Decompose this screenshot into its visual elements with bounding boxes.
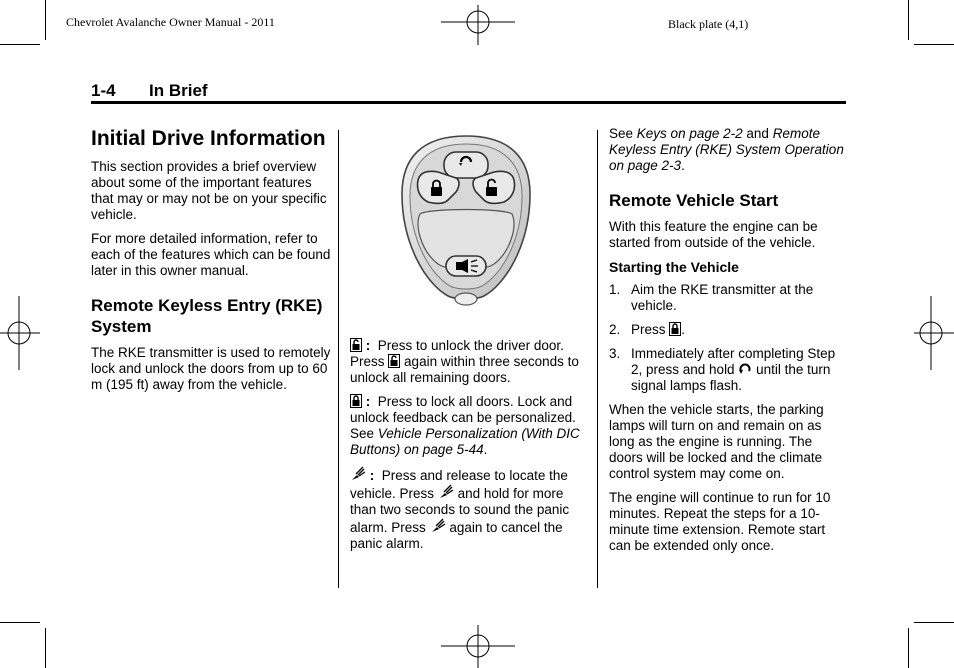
steps-list — [609, 282, 847, 394]
page-heading: Initial Drive Information — [91, 127, 326, 150]
registration-mark-bottom — [441, 625, 515, 668]
manual-title: Chevrolet Avalanche Owner Manual - 2011 — [66, 15, 275, 29]
crop-mark — [908, 628, 909, 668]
key-fob-illustration — [398, 134, 534, 312]
registration-mark-top — [441, 5, 515, 45]
crop-mark — [914, 622, 954, 623]
crop-mark — [914, 44, 954, 45]
horn-panic-icon — [430, 518, 446, 534]
section-heading — [91, 81, 208, 101]
cross-reference-paragraph: See Keys on page 2-2 and Remote Keyless Entry (RKE) System Operation on page 2-3. — [609, 126, 844, 173]
section-title: In Brief — [149, 81, 208, 100]
column-3 — [609, 126, 847, 562]
list-item: 2. Press . — [609, 322, 686, 337]
column-2 — [350, 338, 590, 560]
subheading-rke: Remote Keyless Entry (RKE) System — [91, 296, 323, 336]
horn-panic-icon — [438, 484, 454, 500]
horn-panic-icon — [350, 466, 366, 482]
paragraph: When the vehicle starts, the parking lamps will turn on and remain on as long as the engine is running. The doors will be locked and the climate control system may come on. — [609, 402, 824, 481]
paragraph: The RKE transmitter is used to remotely lock and unlock the doors from up to 60 m (195 ft) away from the vehicle. — [91, 345, 331, 392]
list-item: 1. Aim the RKE transmitter at the vehicle. — [609, 282, 814, 313]
list-item: 3. Immediately after completing Step 2, press and hold until the turn signal lamps flash. — [609, 346, 836, 393]
lock-icon — [350, 394, 362, 408]
column-1 — [91, 126, 331, 401]
unlock-icon — [388, 354, 400, 368]
registration-mark-left — [0, 296, 40, 370]
paragraph: This section provides a brief overview about some of the important features that may or may not be on your specific vehicle. — [91, 159, 327, 222]
cross-reference-link[interactable]: Keys on page 2-2 — [636, 126, 743, 141]
paragraph: For more detailed information, refer to each of the features which can be found later in this owner manual. — [91, 231, 331, 278]
registration-mark-right — [914, 296, 954, 370]
crop-mark — [45, 0, 46, 40]
crop-mark — [45, 628, 46, 668]
lock-icon — [669, 322, 681, 336]
remote-start-icon — [738, 362, 752, 376]
panic-description: : Press and release to locate the vehicle. Press and hold for more than two seconds to sound the panic alarm. Press again to cancel the panic alarm. — [350, 468, 570, 551]
section-rule — [91, 101, 846, 104]
crop-mark — [908, 0, 909, 40]
remote-start-button — [444, 152, 488, 178]
column-divider — [597, 130, 598, 588]
subheading-starting-vehicle: Starting the Vehicle — [609, 259, 739, 275]
cross-reference-link[interactable]: Vehicle Personalization (With DIC Buttons) on page 5-44 — [350, 426, 580, 457]
paragraph: With this feature the engine can be started from outside of the vehicle. — [609, 219, 818, 250]
cross-reference-link[interactable]: Remote Keyless Entry (RKE) System Operation on page 2-3 — [609, 126, 844, 173]
unlock-description: : Press to unlock the driver door. Press again within three seconds to unlock all remaining doors. — [350, 338, 579, 385]
plate-label: Black plate (4,1) — [668, 17, 749, 31]
section-number: 1-4 — [91, 81, 116, 100]
crop-mark — [0, 622, 40, 623]
paragraph: The engine will continue to run for 10 minutes. Repeat the steps for a 10-minute time extension. Remote start can be extended only once. — [609, 490, 831, 553]
column-divider — [338, 130, 339, 588]
lock-description: : Press to lock all doors. Lock and unlock feedback can be personalized. See Vehicle Personalization (With DIC Buttons) on page 5-44. — [350, 394, 580, 457]
unlock-icon — [350, 338, 362, 352]
crop-mark — [0, 44, 40, 45]
subheading-remote-start: Remote Vehicle Start — [609, 191, 779, 210]
panic-button — [446, 256, 486, 276]
